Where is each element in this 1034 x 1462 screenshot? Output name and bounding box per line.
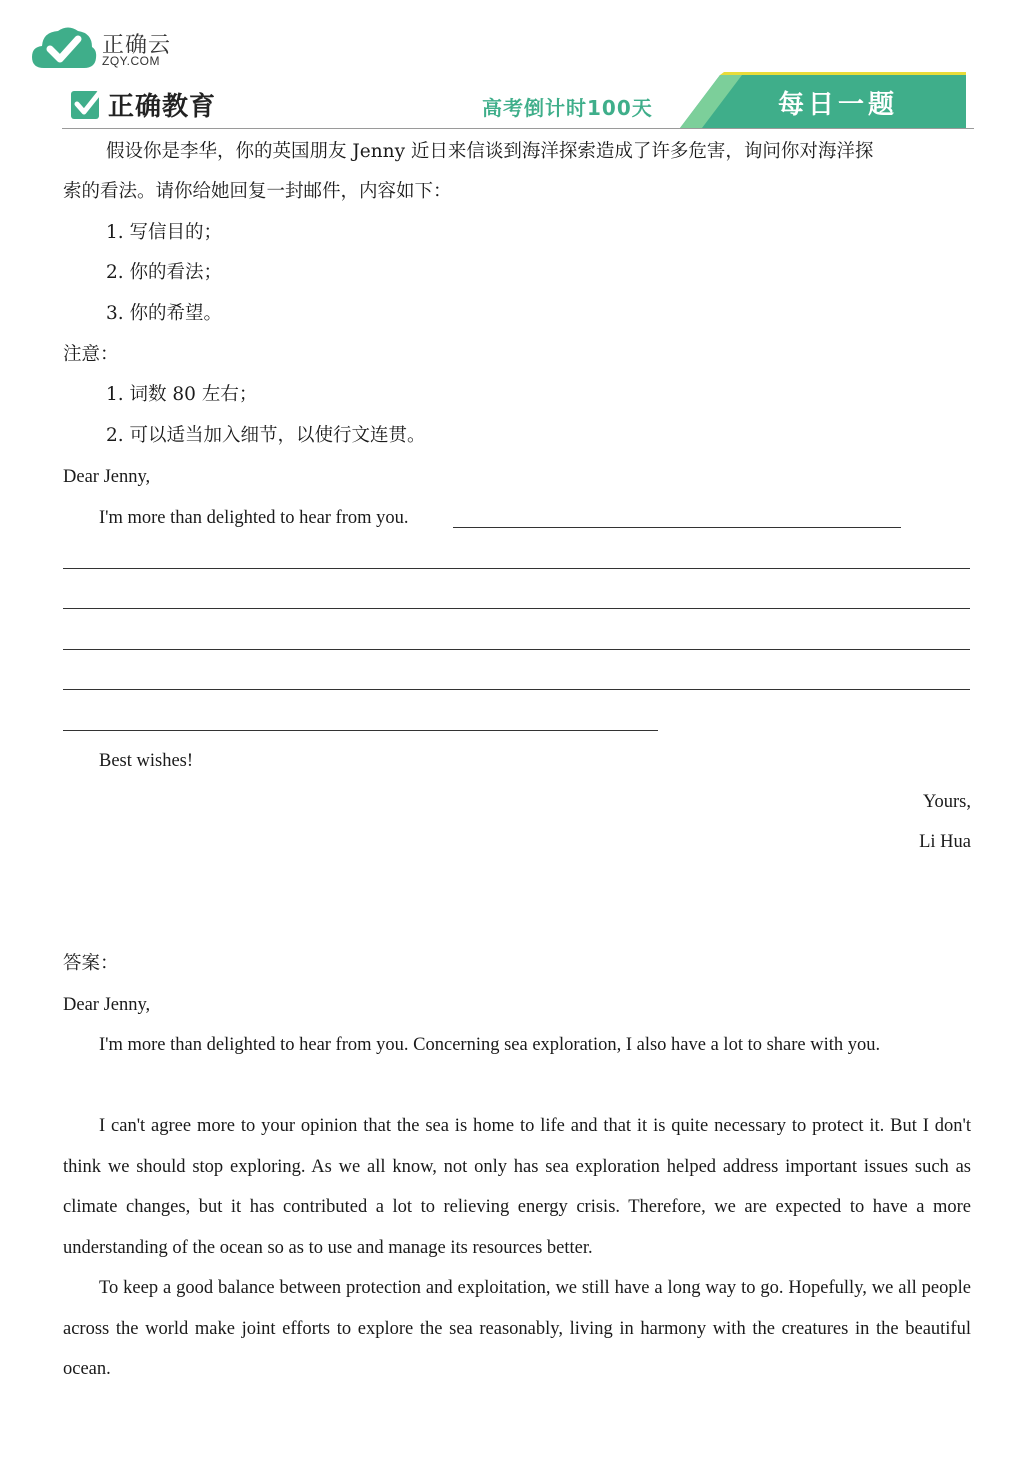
- answer-paragraph-2: I can't agree more to your opinion that the sea is home to life and that it is quite necessary to protect it. But I don't think we should stop exploring. As we all know, not only has sea exploration helped address important issues such as climate changes, but it has contributed a lot to relieving energy crisis. Therefore, we are expected to have a more understanding of the ocean so as to use and manage its resources better.: [63, 1116, 971, 1258]
- answer-blank-line: [453, 527, 901, 528]
- brand-check-icon: [70, 88, 102, 120]
- notes-label: 注意：: [63, 344, 119, 365]
- daily-question-title: 每日一题: [778, 90, 899, 120]
- answer-blank-line: [63, 649, 970, 650]
- answer-blank-line: [63, 689, 970, 690]
- letter-signoff: Yours,: [923, 792, 971, 812]
- content-point-3: 3. 你的希望。: [106, 303, 223, 324]
- answer-paragraph-3: To keep a good balance between protection and exploitation, we still have a long way to go. Hopefully, we all people across the world make joint efforts to explore the sea reasonably, living in harmony with the creatures in the beautiful ocean.: [63, 1278, 971, 1380]
- note-2: 2. 可以适当加入细节，以使行文连贯。: [106, 425, 426, 446]
- content-point-2: 2. 你的看法；: [106, 262, 223, 283]
- letter-signature: Li Hua: [919, 832, 971, 852]
- answer-paragraph-1: I'm more than delighted to hear from you. Concerning sea exploration, I also have a lot to share with you.: [99, 1035, 881, 1055]
- prompt-line-2: 索的看法。请你给她回复一封邮件，内容如下：: [63, 181, 452, 202]
- zqy-name: 正确云: [102, 33, 172, 58]
- letter-closing: Best wishes!: [99, 751, 194, 771]
- answer-label: 答案：: [63, 953, 119, 974]
- zqy-domain: ZQY.COM: [102, 54, 160, 68]
- zqy-cloud-logo-icon: [30, 22, 98, 72]
- content-point-1: 1. 写信目的；: [106, 222, 223, 243]
- answer-blank-line: [63, 730, 658, 731]
- answer-blank-line: [63, 608, 970, 609]
- header-divider: [62, 128, 974, 129]
- answer-salutation: Dear Jenny,: [63, 995, 151, 1015]
- countdown-title: 高考倒计时100天: [482, 96, 653, 120]
- prompt-line-1: 假设你是李华，你的英国朋友 Jenny 近日来信谈到海洋探索造成了许多危害，询问你对海洋探: [106, 141, 874, 162]
- note-1: 1. 词数 80 左右；: [106, 384, 258, 405]
- answer-blank-line: [63, 568, 970, 569]
- letter-opening: I'm more than delighted to hear from you.: [99, 508, 409, 528]
- letter-salutation: Dear Jenny,: [63, 467, 151, 487]
- brand-name: 正确教育: [108, 92, 217, 122]
